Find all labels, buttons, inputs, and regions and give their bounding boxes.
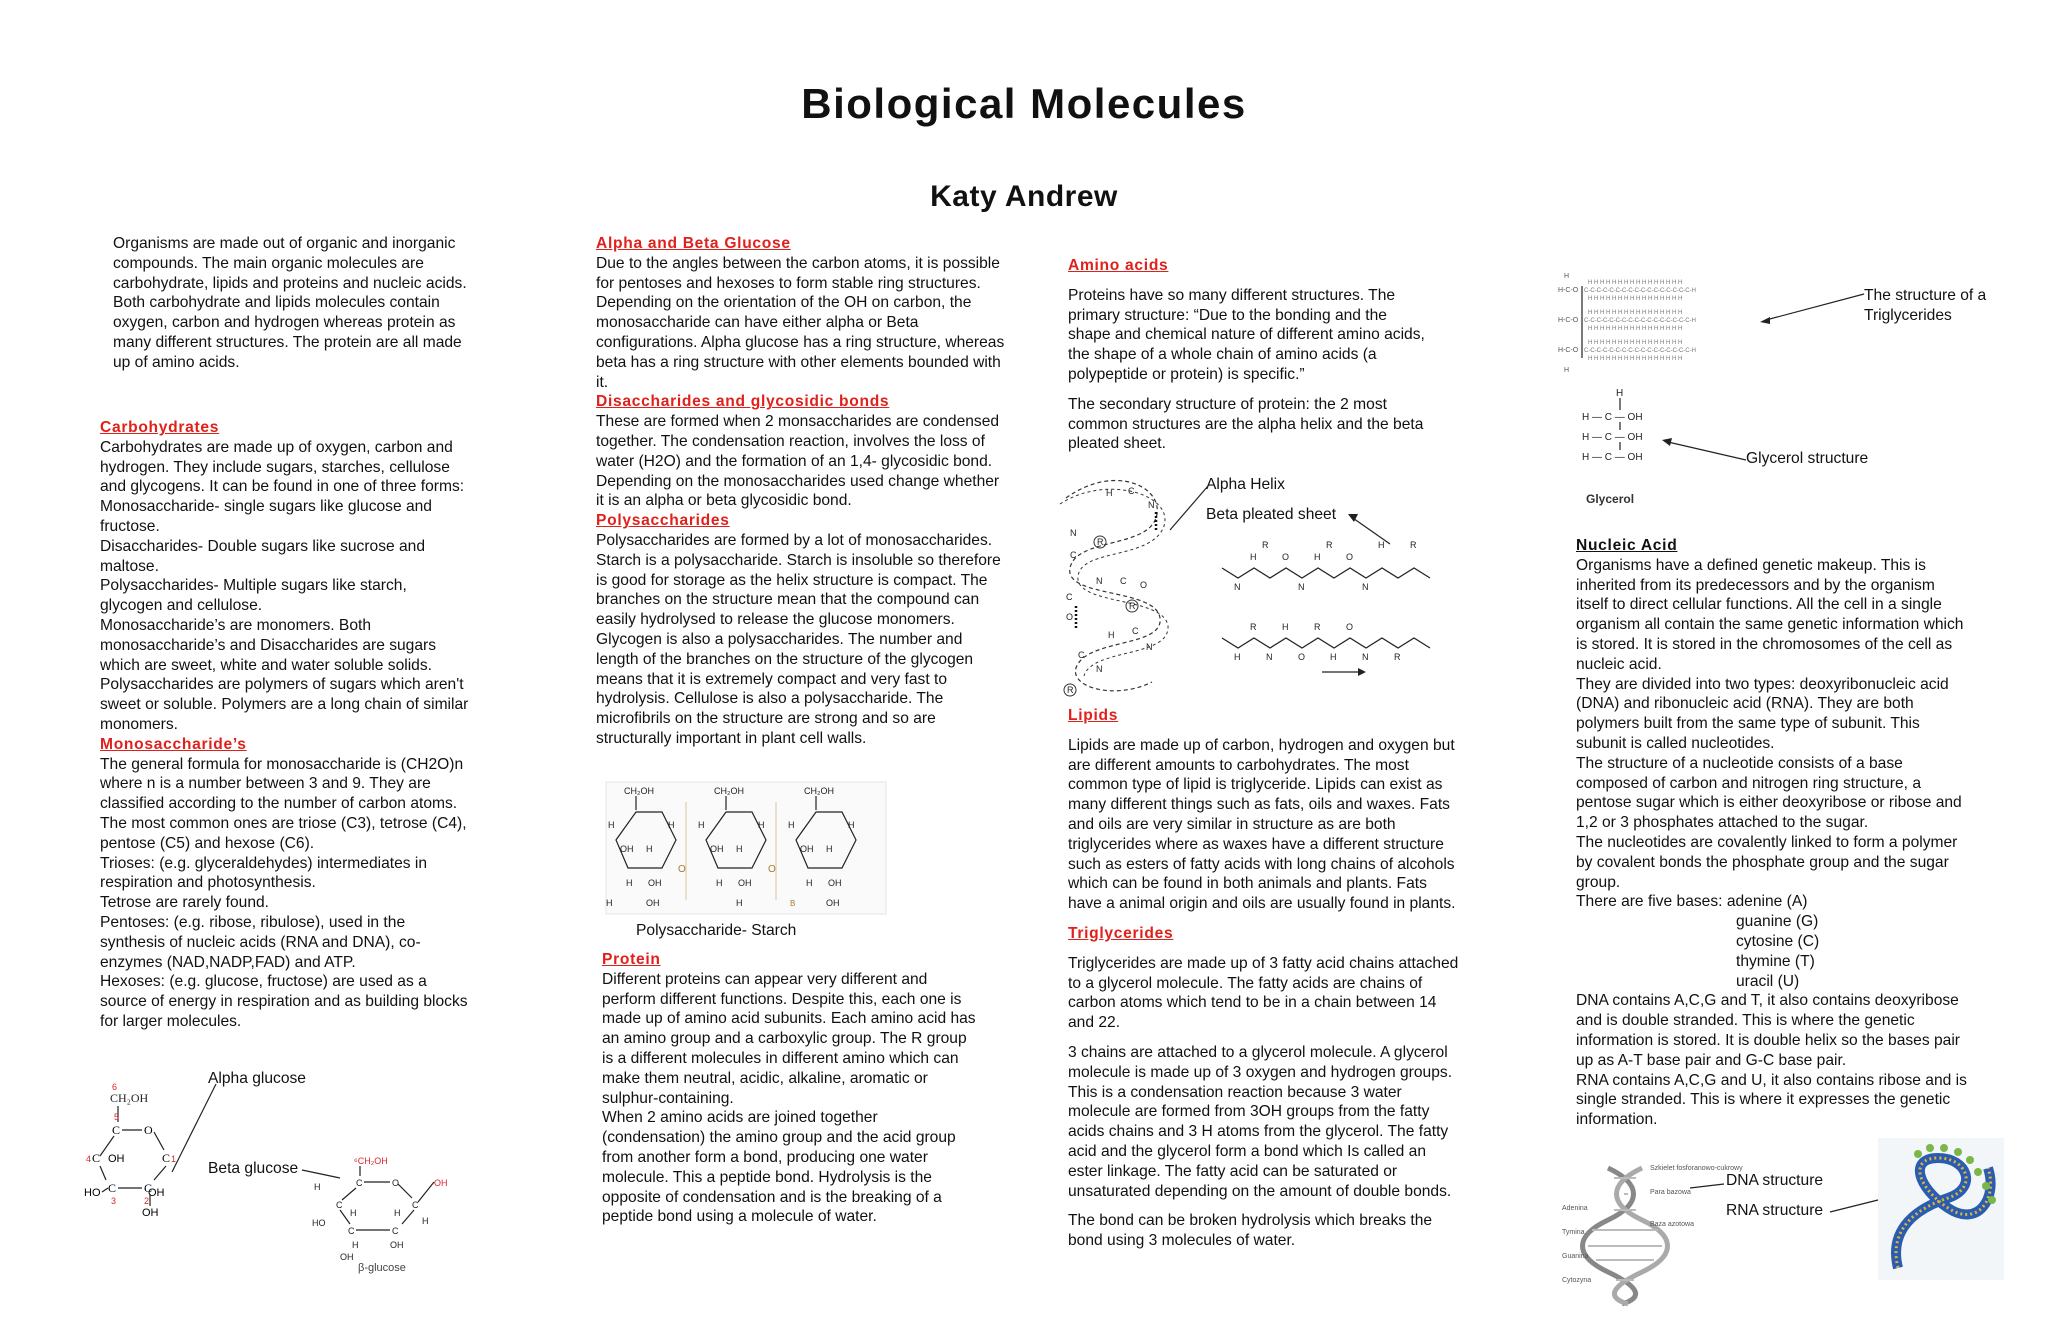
- svg-text:H: H: [1108, 630, 1115, 640]
- protein-text-2: When 2 amino acids are joined together (condensation) the amino group and the acid group from another form a bond, producing one water molecule. This a peptide bond. Hydrolysis is the opposite of condensation and is the breaking of a peptide bond using a molecule of water.: [602, 1109, 956, 1226]
- svg-text:1: 1: [171, 1154, 177, 1164]
- svg-text:HO: HO: [312, 1218, 326, 1228]
- svg-text:OH: OH: [340, 1252, 354, 1262]
- svg-text:R: R: [1097, 537, 1104, 547]
- svg-text:H: H: [1564, 367, 1570, 374]
- amino-acids-section: [1068, 256, 1428, 454]
- nucleic-acid-text-3: The structure of a nucleotide consists of a base composed of carbon and nitrogen ring structure, a pentose sugar which is either deoxyribose or ribose and 1,2 or 3 phosphates attached to the sugar.: [1576, 754, 1962, 832]
- base-guanine: guanine (G): [1736, 913, 1819, 931]
- nucleic-acid-text-6: RNA contains A,C,G and U, it also contains ribose and is single stranded. This is where it expresses the genetic information.: [1576, 1071, 1967, 1129]
- nucleic-acid-heading: Nucleic Acid: [1576, 537, 1678, 554]
- svg-text:R: R: [1314, 622, 1321, 632]
- nucleic-acid-text-2: They are divided into two types: deoxyribonucleic acid (DNA) and ribonucleic acid (RNA). They are both polymers built from the same type of subunit. This subunit is called nucleotides.: [1576, 675, 1949, 752]
- svg-text:H-C-O: H-C-O: [1558, 347, 1579, 354]
- svg-text:N: N: [1266, 652, 1273, 662]
- starch-caption: Polysaccharide- Starch: [636, 922, 797, 939]
- svg-text:H: H: [668, 820, 675, 830]
- svg-text:C: C: [92, 1151, 101, 1165]
- svg-text:4: 4: [86, 1154, 92, 1164]
- beta-glucose-caption: β-glucose: [358, 1262, 406, 1274]
- svg-text:H: H: [736, 898, 743, 908]
- svg-text:C: C: [1070, 550, 1077, 560]
- intro-paragraph: [113, 234, 475, 373]
- nucleic-acid-text-5: DNA contains A,C,G and T, it also contains deoxyribose and is double stranded. This is where the genetic information is stored. It is double helix so the bases pair up as A-T base pair and G-C base pair.: [1576, 992, 1960, 1069]
- author-name: Katy Andrew: [930, 180, 1118, 213]
- svg-text:N: N: [1362, 652, 1369, 662]
- mono-paragraph-2: Trioses: (e.g. glyceraldehydes) intermediates in respiration and photosynthesis.: [100, 854, 428, 892]
- triglycerides-heading: Triglycerides: [1068, 924, 1174, 942]
- svg-text:O: O: [1346, 622, 1354, 632]
- svg-text:H: H: [1616, 388, 1624, 399]
- disaccharides-text: These are formed when 2 monsaccharides are condensed together. The condensation reaction, involves the loss of water (H2O) and the formation of an 1,4- glycosidic bond. Depending on the monosaccharides used change whether it is an alpha or beta glycosidic bond.: [596, 413, 1000, 510]
- dna-structure-label: DNA structure: [1726, 1172, 1824, 1189]
- svg-text:C: C: [1132, 626, 1139, 636]
- svg-text:O: O: [1140, 580, 1148, 590]
- svg-text:H — C — OH: H — C — OH: [1582, 452, 1643, 463]
- dna-rna-pointers: [1690, 1176, 1890, 1226]
- glycerol-caption: Glycerol: [1586, 492, 1635, 506]
- svg-text:C: C: [108, 1181, 117, 1195]
- carb-paragraph-3: Polysaccharides- Multiple sugars like starch, glycogen and cellulose.: [100, 577, 407, 615]
- starch-diagram: [606, 782, 886, 914]
- triglyceride-label: The structure of a Triglycerides: [1864, 287, 1987, 324]
- svg-text:C-C-C-C-C-C-C-C-C-C-C-C-C-C-C-: C-C-C-C-C-C-C-C-C-C-C-C-C-C-C-C-C-H: [1584, 288, 1696, 294]
- mono-paragraph-5: Hexoses: (e.g. glucose, fructose) are used as a source of energy in respiration and as building blocks for larger molecules.: [100, 973, 468, 1030]
- protein-section: [602, 950, 982, 1227]
- svg-text:H-C-O: H-C-O: [1558, 287, 1579, 294]
- alpha-beta-glucose-text: Due to the angles between the carbon atoms, it is possible for pentoses and hexoses to form stable ring structures. Depending on the orientation of the OH on carbon, the monosaccharide can have either alpha or Beta configurations. Alpha glucose has a ring structure, whereas beta has a ring structure with other elements bounded with it.: [596, 254, 1005, 391]
- svg-text:H: H: [1330, 652, 1337, 662]
- svg-text:O: O: [678, 864, 686, 875]
- svg-text:N: N: [1096, 664, 1103, 674]
- page-title: Biological Molecules: [801, 80, 1247, 127]
- glycerol-diagram: [1582, 386, 1672, 466]
- svg-text:C: C: [1066, 592, 1073, 602]
- svg-text:OH: OH: [646, 898, 660, 908]
- svg-text:R: R: [1326, 540, 1333, 550]
- svg-text:OH: OH: [148, 1187, 165, 1199]
- svg-text:CH₂OH: CH₂OH: [624, 786, 654, 796]
- svg-text:H: H: [1250, 552, 1257, 562]
- svg-text:C: C: [1120, 576, 1127, 586]
- dna-label-base: Baza azotowa: [1650, 1221, 1694, 1228]
- svg-text:N: N: [1148, 500, 1155, 510]
- svg-text:N: N: [1298, 582, 1305, 592]
- svg-text:R: R: [1394, 652, 1401, 662]
- svg-text:HO: HO: [84, 1187, 101, 1199]
- dna-label-cytosine: Cytozyna: [1562, 1277, 1592, 1284]
- svg-text:H: H: [1564, 273, 1570, 280]
- beta-sheet-label: Beta pleated sheet: [1206, 506, 1337, 523]
- svg-text:C: C: [348, 1226, 355, 1236]
- svg-text:B: B: [790, 899, 796, 908]
- svg-text:C: C: [1078, 650, 1085, 660]
- base-cytosine: cytosine (C): [1736, 932, 1820, 950]
- svg-text:H: H: [314, 1182, 321, 1192]
- svg-text:O: O: [1298, 652, 1306, 662]
- svg-text:R: R: [1067, 685, 1074, 695]
- nucleic-acid-text-1: Organisms have a defined genetic makeup. This is inherited from its predecessors and by the organism itself to direct cellular functions. All the cell in a single organism all contain the same genetic information which is stored. It is stored in the chromosomes of the cell as nucleic acid.: [1576, 556, 1964, 673]
- amino-acids-heading: Amino acids: [1068, 257, 1169, 274]
- svg-text:H: H: [1314, 552, 1321, 562]
- svg-text:H H H H H H H H H H: H H H H H H H H H H H H H H H H: [1588, 280, 1683, 286]
- carb-paragraph-2: Disaccharides- Double sugars like sucrose and maltose.: [100, 537, 426, 575]
- svg-text:OH: OH: [108, 1153, 125, 1165]
- svg-text:OH: OH: [826, 898, 840, 908]
- svg-text:H: H: [1234, 652, 1241, 662]
- alpha-glucose-label: Alpha glucose: [208, 1070, 306, 1087]
- triglycerides-text-3: The bond can be broken hydrolysis which breaks the bond using 3 molecules of water.: [1068, 1212, 1433, 1250]
- svg-text:O: O: [1346, 552, 1354, 562]
- svg-text:N: N: [1234, 582, 1241, 592]
- svg-text:C: C: [162, 1151, 171, 1165]
- svg-text:R: R: [1250, 622, 1257, 632]
- svg-text:5: 5: [114, 1112, 120, 1122]
- rna-diagram: [1878, 1138, 2004, 1280]
- dna-label-adenine: Adenina: [1562, 1205, 1588, 1212]
- amino-acids-text-2: The secondary structure of protein: the 2 most common structures are the alpha helix and the beta pleated sheet.: [1068, 395, 1424, 453]
- base-thymine: thymine (T): [1736, 952, 1815, 970]
- svg-text:C: C: [112, 1123, 121, 1137]
- alpha-helix-label: Alpha Helix: [1206, 476, 1285, 493]
- dna-label-backbone: Szkielet fosforanowo-cukrowy: [1650, 1165, 1743, 1172]
- svg-text:R: R: [1129, 601, 1136, 611]
- triglyceride-pointer: [1760, 290, 1870, 330]
- svg-text:OH: OH: [390, 1240, 404, 1250]
- svg-text:O: O: [1066, 612, 1074, 622]
- glycerol-label: Glycerol structure: [1746, 450, 1869, 467]
- lipids-text: Lipids are made up of carbon, hydrogen and oxygen but are different amounts to carbohydrates. The most common type of lipid is triglyceride. Lipids can exist as many different things such as fats, oils and waxes. Fats and oils are very similar in structure as are both triglycerides where as waxes have a different structure such as esters of fatty acids with long chains of alcohols which can be found in both animals and plants. Fats have a animal origin and oils are usually found in plants.: [1068, 736, 1456, 913]
- svg-text:3: 3: [111, 1196, 117, 1206]
- bases-intro: There are five bases: adenine (A): [1576, 893, 1808, 911]
- protein-heading: Protein: [602, 951, 661, 968]
- svg-text:H — C — OH: H — C — OH: [1582, 412, 1643, 423]
- mono-paragraph-3: Tetrose are rarely found.: [100, 894, 270, 912]
- alpha-beta-glucose-heading: Alpha and Beta Glucose: [596, 235, 791, 252]
- glucose-section: [596, 234, 1008, 749]
- svg-text:OH: OH: [648, 878, 662, 888]
- svg-text:H: H: [352, 1240, 359, 1250]
- carbon-number-6: 6: [112, 1082, 118, 1092]
- svg-text:N: N: [1146, 642, 1153, 652]
- svg-text:H: H: [626, 878, 633, 888]
- intro-text: Organisms are made out of organic and inorganic compounds. The main organic molecules are carbohydrate, lipids and proteins and nucleic acids. Both carbohydrate and lipids molecules contain oxygen, carbon and hydrogen whereas protein as many different structures. The protein are all made up of amino acids.: [113, 235, 467, 371]
- lipids-section: [1068, 706, 1464, 1251]
- svg-text:H: H: [1106, 488, 1113, 498]
- beta-glucose-label: Beta glucose: [208, 1160, 299, 1177]
- beta-sheet-diagram: [1222, 538, 1442, 682]
- svg-text:H: H: [608, 820, 615, 830]
- svg-text:H: H: [394, 1208, 401, 1218]
- svg-text:H: H: [350, 1208, 357, 1218]
- svg-text:CH₂OH: CH₂OH: [110, 1091, 149, 1105]
- carb-paragraph-1: Carbohydrates are made up of oxygen, carbon and hydrogen. They include sugars, starches, cellulose and glycogens. It can be found in one of three forms: Monosaccharide- single sugars like glucose and fructose.: [100, 438, 465, 535]
- base-uracil: uracil (U): [1736, 972, 1800, 990]
- svg-text:R: R: [1262, 540, 1269, 550]
- svg-text:O: O: [768, 864, 776, 875]
- svg-text:O: O: [1282, 552, 1290, 562]
- svg-text:H: H: [606, 898, 613, 908]
- carbohydrates-section: [100, 418, 472, 1032]
- mono-paragraph-4: Pentoses: (e.g. ribose, ribulose), used in the synthesis of nucleic acids (RNA and DNA), co-enzymes (NAD,NADP,FAD) and ATP.: [100, 913, 421, 971]
- monosaccharides-heading: Monosaccharide’s: [100, 735, 247, 753]
- nucleic-acid-section: [1576, 536, 1970, 1130]
- svg-text:OH: OH: [620, 844, 634, 854]
- disaccharides-heading: Disaccharides and glycosidic bonds: [596, 393, 890, 411]
- mono-paragraph-1: The general formula for monosaccharide is (CH2O)n where n is a number between 3 and 9. They are classified according to the number of carbon atoms. The most common ones are triose (C3), tetrose (C4), pentose (C5) and hexose (C6).: [100, 755, 467, 852]
- svg-text:H: H: [646, 844, 653, 854]
- svg-text:⁶CH₂OH: ⁶CH₂OH: [354, 1156, 388, 1166]
- svg-text:2: 2: [144, 1196, 150, 1206]
- svg-text:H H H H H H H H H H: H H H H H H H H H H H H H H H H: [1588, 296, 1683, 302]
- svg-text:O: O: [144, 1123, 153, 1137]
- svg-text:OH: OH: [142, 1207, 159, 1219]
- glycerol-pointer: [1660, 436, 1750, 466]
- svg-text:C: C: [392, 1226, 399, 1236]
- protein-text-1: Different proteins can appear very different and perform different functions. Despite this, each one is made up of amino acid subunits. Each amino acid has an amino group and a carboxylic group. The R group is a different molecules in different amino which can make them neutral, acidic, alkaline, aromatic or sulphur-containing.: [602, 970, 976, 1107]
- polysaccharides-heading: Polysaccharides: [596, 512, 730, 530]
- svg-text:OH: OH: [434, 1178, 448, 1188]
- polysaccharides-text: Polysaccharides are formed by a lot of monosaccharides. Starch is a polysaccharide. Starch is insoluble so therefore is good for storage as the helix structure is compact. The branches on the structure mean that the compound can easily hydrolysed to release the glucose monomers. Glycogen is also a polysaccharides. The number and length of the branches on the structure of the glycogen means that it is extremely compact and very fast to hydrolysis. Cellulose is also a polysaccharide. The microfibrils on the structure are strong and so are structurally important in plant cell walls.: [596, 531, 1001, 747]
- svg-text:N: N: [1362, 582, 1369, 592]
- triglyceride-diagram: [1558, 272, 1778, 382]
- rna-structure-label: RNA structure: [1726, 1202, 1824, 1219]
- svg-text:H: H: [1378, 540, 1385, 550]
- dna-label-base-pair: Para bazowa: [1650, 1189, 1691, 1196]
- dna-label-thymine: Tymina: [1562, 1229, 1585, 1236]
- svg-text:C: C: [336, 1200, 343, 1210]
- svg-text:C: C: [1128, 486, 1135, 496]
- svg-text:H-C-O: H-C-O: [1558, 317, 1579, 324]
- triglycerides-text-2: 3 chains are attached to a glycerol molecule. A glycerol molecule is made up of 3 oxygen and hydrogen groups. This is a condensation reaction because 3 water molecule are formed from 3OH groups from the fatty acids chains and 3 H atoms from the glycerol. The fatty acid and the glycerol form a bond which Is called an ester linkage. The fatty acid can be saturated or unsaturated depending on the amount of double bonds.: [1068, 1043, 1453, 1200]
- svg-text:C: C: [412, 1200, 419, 1210]
- lipids-heading: Lipids: [1068, 707, 1119, 724]
- triglycerides-text-1: Triglycerides are made up of 3 fatty acid chains attached to a glycerol molecule. The fatty acids are chains of carbon atoms which tend to be in a chain between 14 and 22.: [1068, 954, 1459, 1032]
- dna-label-guanine: Guanina: [1562, 1253, 1589, 1260]
- svg-text:H — C — OH: H — C — OH: [1582, 432, 1643, 443]
- carb-paragraph-4: Monosaccharide’s are monomers. Both monosaccharide’s and Disaccharides are sugars which are sweet, white and water soluble solids. Polysaccharides are polymers of sugars which aren't sweet or soluble. Polymers are a long chain of similar monomers.: [100, 616, 469, 733]
- svg-text:C: C: [356, 1178, 363, 1188]
- svg-text:N: N: [1070, 528, 1077, 538]
- amino-acids-text-1: Proteins have so many different structures. The primary structure: “Due to the bonding and the shape and chemical nature of different amino acids, the shape of a whole chain of amino acids (a polypeptide or protein) is specific.”: [1068, 286, 1425, 383]
- svg-text:N: N: [1096, 576, 1103, 586]
- svg-text:O: O: [392, 1178, 400, 1188]
- carbohydrates-heading: Carbohydrates: [100, 419, 220, 436]
- svg-text:H: H: [1282, 622, 1289, 632]
- svg-text:R: R: [1410, 540, 1417, 550]
- nucleic-acid-text-4: The nucleotides are covalently linked to form a polymer by covalent bonds the phosphate group and the sugar group.: [1576, 833, 1958, 891]
- svg-text:H: H: [422, 1216, 429, 1226]
- svg-text:C: C: [144, 1181, 153, 1195]
